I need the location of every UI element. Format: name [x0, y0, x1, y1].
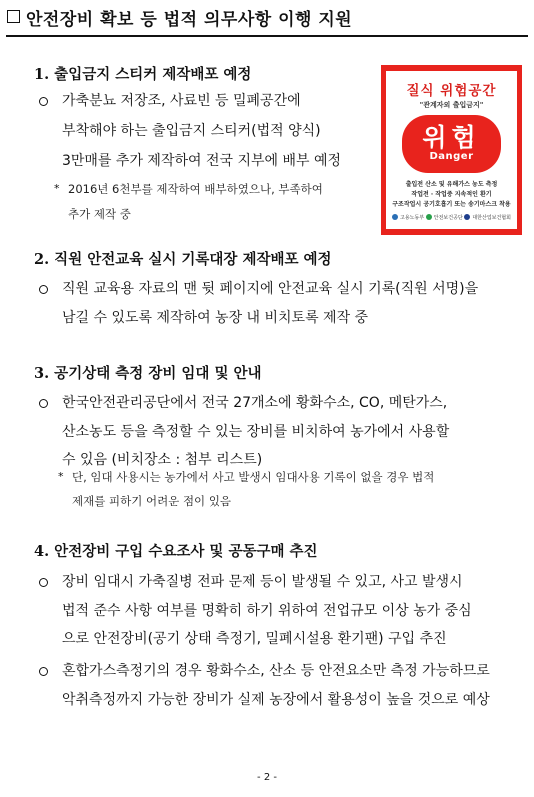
sticker-subtitle: "관계자외 출입금지" [419, 101, 484, 109]
sticker-desc-line: 작업전 · 작업중 지속적인 환기 [411, 191, 492, 198]
section-4-bullet-line: 으로 안전장비(공기 상태 측정기, 밀폐시설용 환기팬) 구입 추진 [62, 631, 447, 647]
section-1-heading: 1. 출입금지 스티커 제작배포 예정 [34, 66, 252, 83]
sticker-desc-line: 출입전 산소 및 유해가스 농도 측정 [405, 181, 498, 188]
note-asterisk: * [54, 182, 60, 195]
bullet-circle-icon [39, 285, 48, 294]
bullet-circle-icon [39, 578, 48, 587]
section-3-bullet-line: 한국안전관리공단에서 전국 27개소에 황화수소, CO, 메탄가스, [62, 395, 448, 411]
kosha-logo-icon [426, 214, 432, 220]
section-4-bullet-line: 악취측정까지 가능한 장비가 실제 농장에서 활용성이 높을 것으로 예상 [62, 692, 490, 708]
title-underline [6, 35, 528, 37]
section-2-bullet-line: 직원 교육용 자료의 맨 뒷 페이지에 안전교육 실시 기록(직원 서명)을 [62, 281, 479, 297]
logo-kosha: 안전보건공단 [426, 214, 463, 221]
association-logo-icon [464, 214, 470, 220]
section-4-bullet-line: 법적 준수 사항 여부를 명확히 하기 위하여 전업규모 이상 농가 중심 [62, 603, 472, 619]
sticker-danger-en: Danger [429, 151, 474, 162]
section-3-note-line: 제재를 피하기 어려운 점이 있음 [72, 494, 232, 508]
section-1-note-line: 2016년 6천부를 제작하여 배부하였으나, 부족하여 [68, 182, 323, 196]
note-asterisk: * [58, 470, 64, 483]
section-1-bullet-line: 3만매를 추가 제작하여 전국 지부에 배부 예정 [62, 153, 342, 169]
section-1-note-line: 추가 제작 중 [68, 207, 131, 221]
bullet-circle-icon [39, 667, 48, 676]
section-3-note-line: 단, 임대 사용시는 농가에서 사고 발생시 임대사용 기록이 없을 경우 법적 [72, 470, 435, 484]
page-number: - 2 - [257, 772, 277, 783]
section-3-bullet-line: 산소농도 등을 측정할 수 있는 장비를 비치하여 농가에서 사용할 [62, 424, 450, 440]
section-1-bullet-line: 부착해야 하는 출입금지 스티커(법적 양식) [62, 123, 321, 139]
section-4-heading: 4. 안전장비 구입 수요조사 및 공동구매 추진 [34, 543, 318, 560]
section-4-bullet-line: 혼합가스측정기의 경우 황화수소, 산소 등 안전요소만 측정 가능하므로 [62, 663, 490, 679]
bullet-circle-icon [39, 97, 48, 106]
section-2-heading: 2. 직원 안전교육 실시 기록대장 제작배포 예정 [34, 251, 332, 268]
section-3-heading: 3. 공기상태 측정 장비 임대 및 안내 [34, 365, 262, 382]
title-checkbox-icon [7, 10, 20, 23]
logo-association: 대한산업보건협회 [464, 214, 511, 221]
section-1-bullet-line: 가축분뇨 저장조, 사료빈 등 밀폐공간에 [62, 93, 301, 109]
sticker-danger-ko: 위험 [422, 123, 481, 152]
sticker-title: 질식 위험공간 [406, 83, 497, 99]
danger-sticker-image [381, 65, 522, 235]
page-title: 안전장비 확보 등 법적 의무사항 이행 지원 [26, 10, 353, 30]
section-3-bullet-line: 수 있음 (비치장소 : 첨부 리스트) [62, 452, 263, 468]
bullet-circle-icon [39, 399, 48, 408]
section-4-bullet-line: 장비 임대시 가축질병 전파 문제 등이 발생될 수 있고, 사고 발생시 [62, 574, 463, 590]
sticker-logos [392, 212, 511, 222]
ministry-logo-icon [392, 214, 398, 220]
section-2-bullet-line: 남길 수 있도록 제작하여 농장 내 비치토록 제작 중 [62, 310, 369, 326]
sticker-desc-line: 구조작업시 공기호흡기 또는 송기마스크 착용 [392, 201, 511, 208]
logo-ministry: 고용노동부 [392, 214, 424, 221]
sticker-danger-badge [402, 115, 501, 173]
